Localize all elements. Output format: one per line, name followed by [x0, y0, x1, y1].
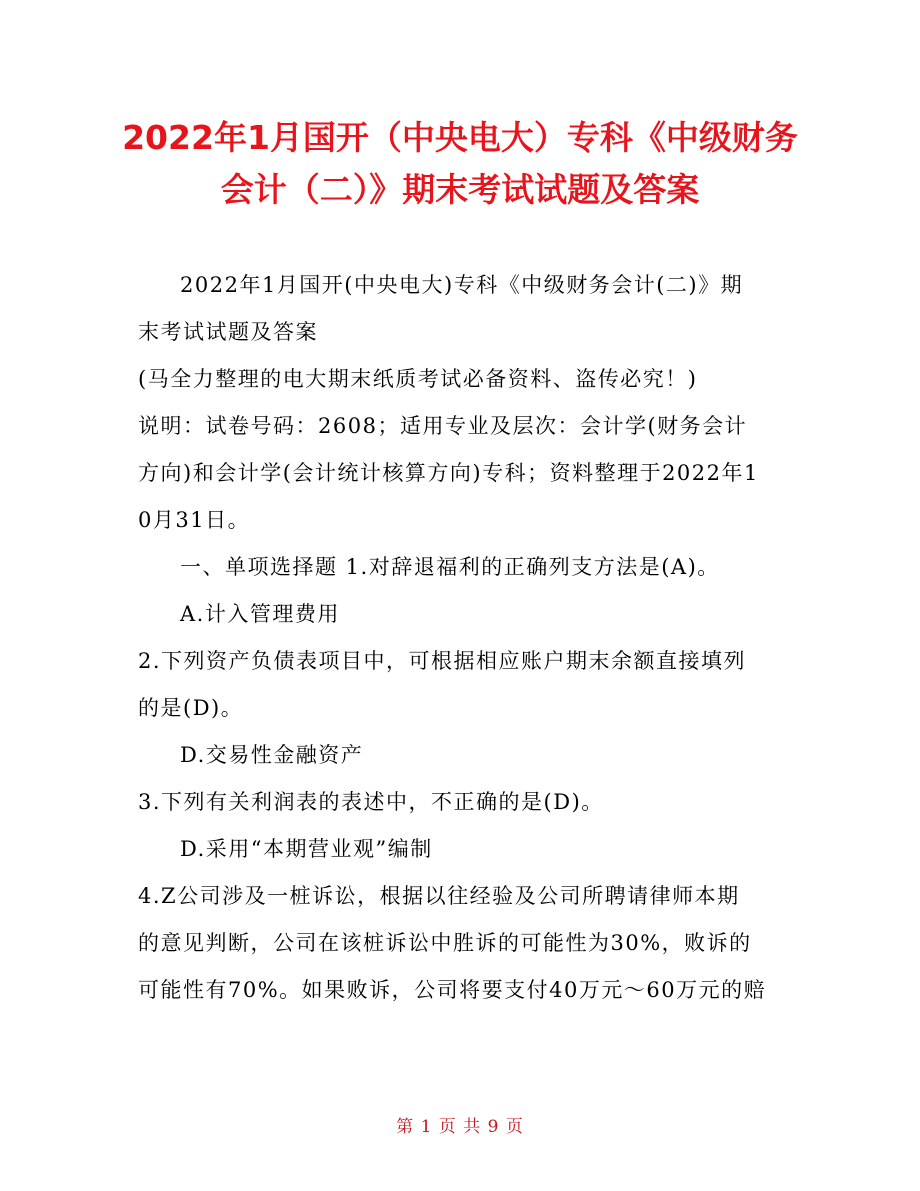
page-footer: 第 1 页 共 9 页	[396, 1117, 524, 1137]
paragraph-line: 说明：试卷号码：2608；适用专业及层次：会计学(财务会计	[138, 414, 748, 438]
document-body	[138, 262, 778, 1014]
title-line-2: 会计（二）》期末考试试题及答案	[220, 170, 700, 209]
paragraph-line: 0月31日。	[138, 508, 251, 532]
question-line: 3.下列有关利润表的表述中，不正确的是(D)。	[138, 790, 604, 814]
paragraph-line: 2022年1月国开(中央电大)专科《中级财务会计(二)》期	[180, 273, 744, 297]
question-line: 4.Z公司涉及一桩诉讼，根据以往经验及公司所聘请律师本期	[138, 884, 740, 908]
paragraph-line: 方向)和会计学(会计统计核算方向)专科；资料整理于2022年1	[138, 461, 759, 485]
title-line-1: 2022年1月国开（中央电大）专科《中级财务	[122, 118, 798, 157]
paragraph-line: 末考试试题及答案	[138, 320, 318, 344]
answer-line: A.计入管理费用	[180, 602, 340, 626]
paragraph-line: (马全力整理的电大期末纸质考试必备资料、盗传必究！)	[138, 367, 698, 391]
question-line: 一、单项选择题 1.对辞退福利的正确列支方法是(A)。	[180, 555, 720, 579]
answer-line: D.交易性金融资产	[180, 743, 364, 767]
question-line: 可能性有70%。如果败诉，公司将要支付40万元～60万元的赔	[138, 978, 767, 1002]
document-title	[110, 112, 810, 216]
question-line: 的是(D)。	[138, 696, 244, 720]
question-line: 2.下列资产负债表项目中，可根据相应账户期末余额直接填列	[138, 649, 747, 673]
answer-line: D.采用“本期营业观”编制	[180, 837, 433, 861]
question-line: 的意见判断，公司在该桩诉讼中胜诉的可能性为30%，败诉的	[138, 931, 752, 955]
